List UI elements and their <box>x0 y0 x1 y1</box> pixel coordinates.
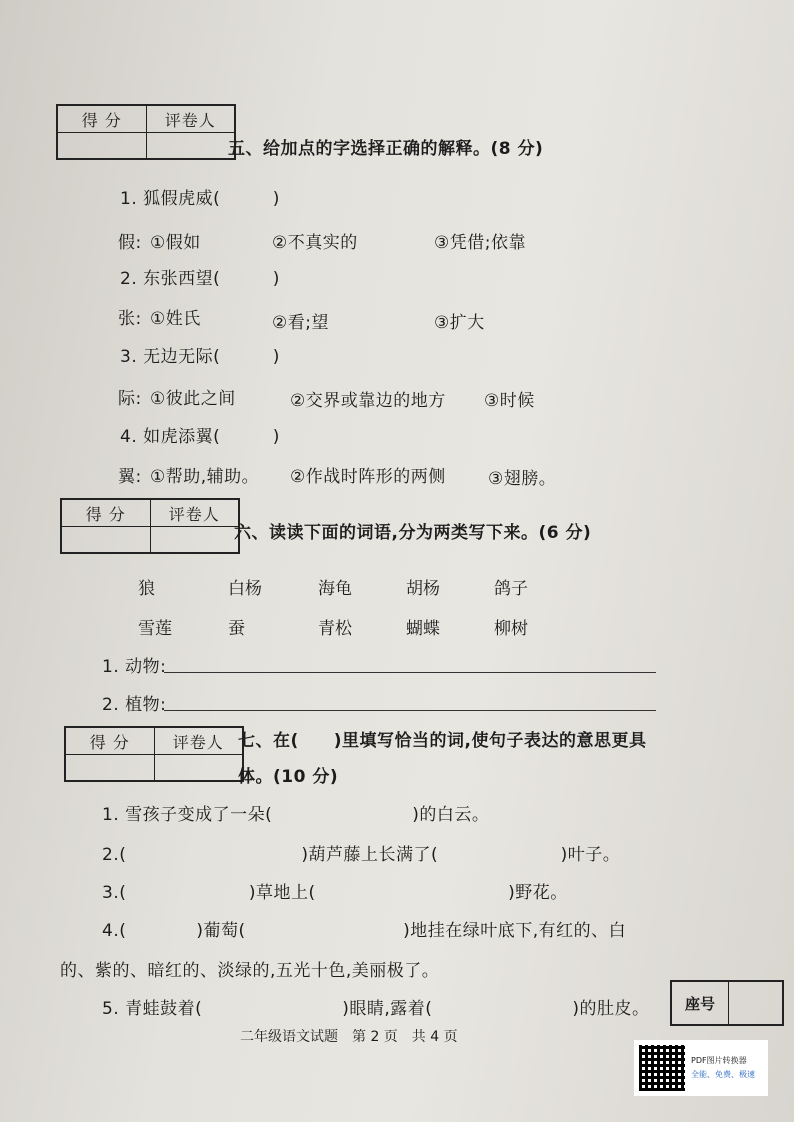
word: 鸽子 <box>494 579 528 599</box>
qr-title: PDF图片转换器 <box>691 1056 747 1065</box>
score-label: 得 分 <box>85 504 126 524</box>
word: 胡杨 <box>406 579 440 599</box>
s5-q1-opt3: ③凭借;依靠 <box>434 233 526 253</box>
word: 海龟 <box>318 579 352 599</box>
plants-label: 2. 植物: <box>102 695 167 715</box>
word: 雪莲 <box>138 619 172 639</box>
qr-subtitle: 全能、免费、极速 <box>691 1070 755 1079</box>
score-cell <box>58 133 146 159</box>
score-box <box>56 104 236 160</box>
s5-q3-opt1: ①彼此之间 <box>150 389 236 409</box>
s5-q3-opt2: ②交界或靠边的地方 <box>290 391 446 411</box>
word: 柳树 <box>494 619 528 639</box>
qr-code-icon <box>639 1045 685 1091</box>
s5-q1-opt1: ①假如 <box>150 233 201 253</box>
reviewer-label: 评卷人 <box>146 106 235 132</box>
s5-q3: 3. 无边无际( ) <box>120 347 280 367</box>
word: 青松 <box>318 619 352 639</box>
section7-title-cont: 体。(10 分) <box>238 767 339 787</box>
s7-sentence4-cont: 的、紫的、暗红的、淡绿的,五光十色,美丽极了。 <box>60 961 440 981</box>
section5-title: 五、给加点的字选择正确的解释。(8 分) <box>228 139 544 159</box>
s5-q3-label: 际: <box>118 389 142 409</box>
plants-answer-line[interactable] <box>164 710 656 711</box>
seat-number-label: 座号 <box>672 982 729 1024</box>
s5-q4-opt2: ②作战时阵形的两侧 <box>290 467 446 487</box>
page-footer: 二年级语文试题 第 2 页 共 4 页 <box>240 1029 458 1045</box>
s7-sentence2: 2.( )葫芦藤上长满了( )叶子。 <box>102 845 621 865</box>
s5-q3-opt3: ③时候 <box>484 391 535 411</box>
section7-title: 七、在( )里填写恰当的词,使句子表达的意思更具 <box>238 731 647 751</box>
reviewer-cell <box>146 133 235 159</box>
s5-q4-label: 翼: <box>118 467 142 487</box>
word: 蝴蝶 <box>406 619 440 639</box>
animals-answer-line[interactable] <box>164 672 656 673</box>
s7-sentence1: 1. 雪孩子变成了一朵( )的白云。 <box>102 805 490 825</box>
seat-number-cell[interactable] <box>729 982 782 1024</box>
s5-q1: 1. 狐假虎威( ) <box>120 189 280 209</box>
score-box <box>64 726 244 782</box>
reviewer-label: 评卷人 <box>150 500 239 526</box>
word: 蚕 <box>228 619 245 639</box>
s5-q2-label: 张: <box>118 309 142 329</box>
reviewer-cell <box>154 755 243 781</box>
s5-q2-opt2: ②看;望 <box>272 313 329 333</box>
score-cell <box>62 527 150 553</box>
score-box <box>60 498 240 554</box>
word: 白杨 <box>228 579 262 599</box>
qr-watermark <box>634 1040 768 1096</box>
s5-q1-opt2: ②不真实的 <box>272 233 358 253</box>
reviewer-label: 评卷人 <box>154 728 243 754</box>
animals-label: 1. 动物: <box>102 657 167 677</box>
s7-sentence5: 5. 青蛙鼓着( )眼睛,露着( )的肚皮。 <box>102 999 650 1019</box>
score-label: 得 分 <box>81 110 122 130</box>
section6-title: 六、读读下面的词语,分为两类写下来。(6 分) <box>234 523 592 543</box>
s5-q4-opt3: ③翅膀。 <box>488 469 557 489</box>
s5-q2-opt1: ①姓氏 <box>150 309 201 329</box>
s7-sentence3: 3.( )草地上( )野花。 <box>102 883 568 903</box>
s5-q2-opt3: ③扩大 <box>434 313 485 333</box>
s5-q2: 2. 东张西望( ) <box>120 269 280 289</box>
score-cell <box>66 755 154 781</box>
s7-sentence4: 4.( )葡萄( )地挂在绿叶底下,有红的、白 <box>102 921 627 941</box>
word: 狼 <box>138 579 155 599</box>
s5-q4: 4. 如虎添翼( ) <box>120 427 280 447</box>
s5-q1-label: 假: <box>118 233 142 253</box>
s5-q4-opt1: ①帮助,辅助。 <box>150 467 260 487</box>
seat-number-box <box>670 980 784 1026</box>
score-label: 得 分 <box>89 732 130 752</box>
reviewer-cell <box>150 527 239 553</box>
